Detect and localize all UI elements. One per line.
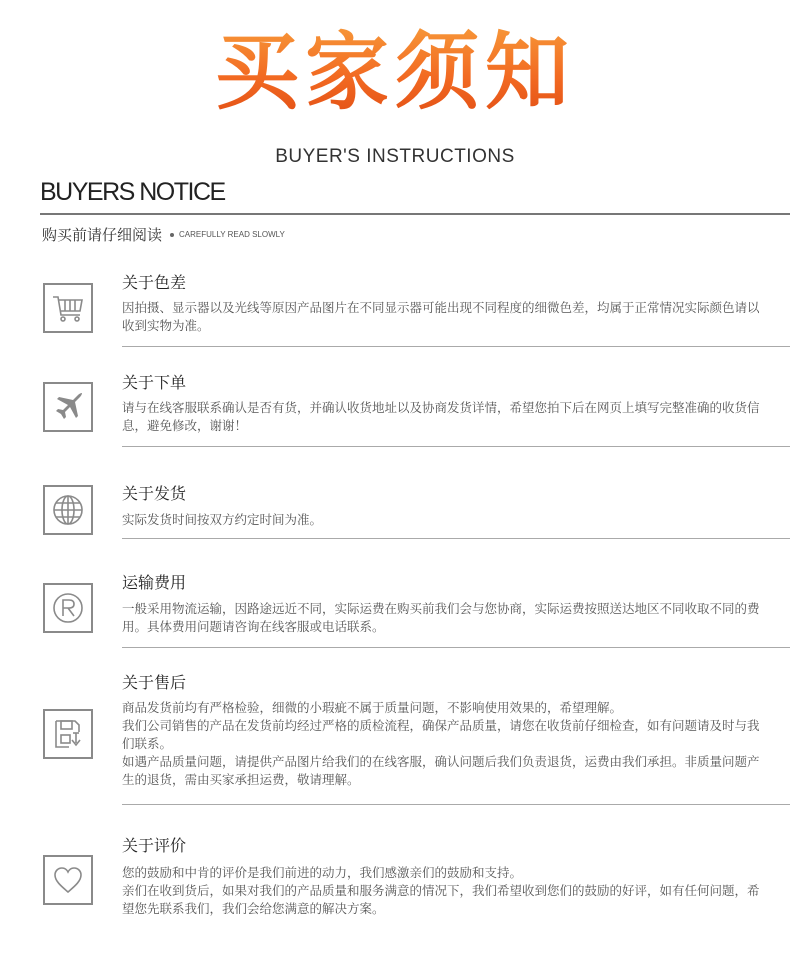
- section-divider: [122, 538, 790, 539]
- section-body: [122, 699, 762, 789]
- header-rule: [40, 213, 790, 215]
- section-title: 关于发货: [122, 484, 187, 503]
- section-divider: [122, 346, 790, 347]
- section-text: 一般采用物流运输，因路途远近不同，实际运费在购买前我们会与您协商，实际运费按照送达地区不同收取不同的费用。具体费用问题请咨询在线客服或电话联系。: [122, 601, 760, 634]
- airplane-icon: [43, 382, 93, 432]
- heart-icon: [43, 855, 93, 905]
- section-text: 实际发货时间按双方约定时间为准。: [122, 512, 323, 527]
- section-text: 因拍摄、显示器以及光线等原因产品图片在不同显示器可能出现不同程度的细微色差，均属于正常情况实际颜色请以收到实物为准。: [122, 300, 760, 333]
- section-title: 关于色差: [122, 273, 187, 292]
- bullet-dot: [170, 233, 174, 237]
- section-text: 商品发货前均有严格检验，细微的小瑕疵不属于质量问题，不影响使用效果的，希望理解。: [122, 700, 623, 715]
- globe-icon: [43, 485, 93, 535]
- section-body: [122, 299, 762, 335]
- section-divider: [122, 446, 790, 447]
- read-carefully-cn: 购买前请仔细阅读: [42, 226, 163, 244]
- shopping-cart-icon: [43, 283, 93, 333]
- section-body: [122, 511, 762, 529]
- section-title: 关于售后: [122, 673, 187, 692]
- section-text: 请与在线客服联系确认是否有货，并确认收货地址以及协商发货详情，希望您拍下后在网页上填写完整准确的收货信息，避免修改，谢谢！: [122, 400, 760, 433]
- section-body: [122, 600, 762, 636]
- read-carefully-line: [42, 224, 285, 245]
- section-text: 您的鼓励和中肯的评价是我们前进的动力，我们感激亲们的鼓励和支持。: [122, 865, 523, 880]
- section-title: 运输费用: [122, 573, 187, 592]
- registered-icon: [43, 583, 93, 633]
- section-body: [122, 399, 762, 435]
- read-carefully-en: CAREFULLY READ SLOWLY: [179, 230, 285, 239]
- page-subtitle: BUYER'S INSTRUCTIONS: [275, 146, 515, 167]
- page-title: 买家须知: [0, 22, 790, 122]
- section-text: 如遇产品质量问题，请提供产品图片给我们的在线客服，确认问题后我们负责退货，运费由我们承担。非质量问题产生的退货，需由买家承担运费，敬请理解。: [122, 754, 760, 787]
- section-text: 我们公司销售的产品在发货前均经过严格的质检流程，确保产品质量，请您在收货前仔细检查，如有问题请及时与我们联系。: [122, 718, 760, 751]
- section-divider: [122, 647, 790, 648]
- section-text: 亲们在收到货后，如果对我们的产品质量和服务满意的情况下，我们希望收到您们的鼓励的好评，如有任何问题，希望您先联系我们，我们会给您满意的解决方案。: [122, 883, 760, 916]
- notice-heading: BUYERS NOTICE: [40, 178, 225, 206]
- section-body: [122, 864, 762, 918]
- section-divider: [122, 804, 790, 805]
- save-download-icon: [43, 709, 93, 759]
- section-title: 关于评价: [122, 836, 187, 855]
- section-title: 关于下单: [122, 373, 187, 392]
